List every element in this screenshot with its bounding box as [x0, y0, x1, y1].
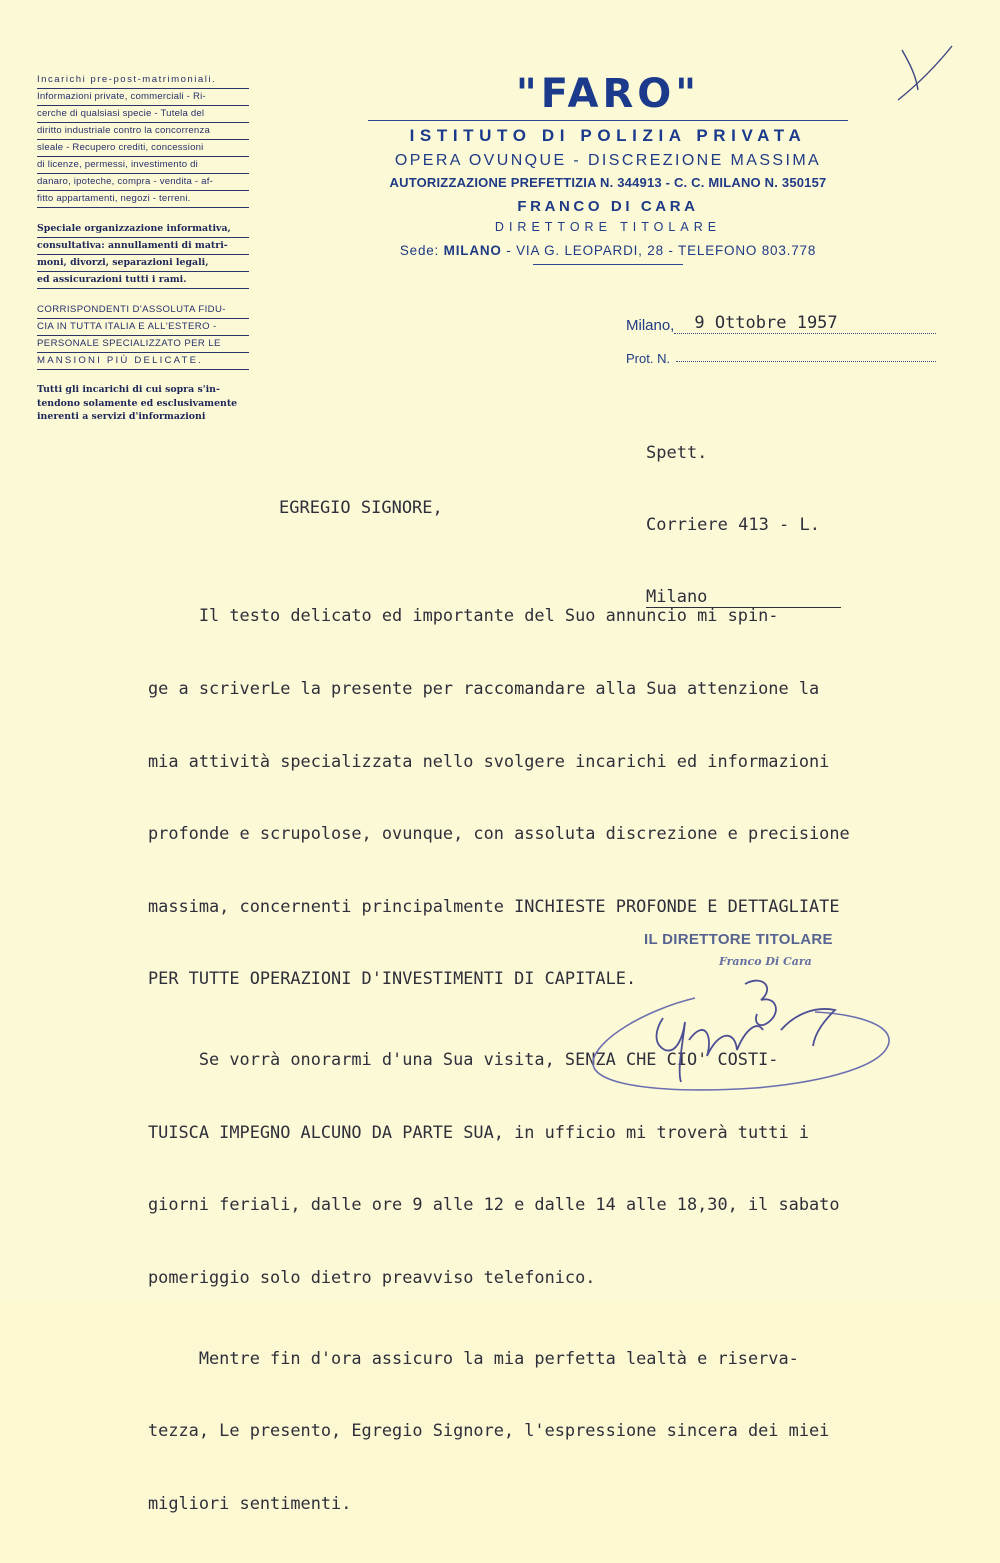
- services-line: Incarichi pre-post-matrimoniali.: [37, 72, 249, 89]
- special-line: ed assicurazioni tutti i rami.: [37, 272, 249, 289]
- special-line: Speciale organizzazione informativa,: [37, 221, 249, 238]
- owner-name: FRANCO DI CARA: [517, 198, 699, 215]
- special-organization-block: [37, 221, 249, 289]
- addressee-line: Corriere 413 - L.: [646, 515, 820, 535]
- owner-role: DIRETTORE TITOLARE: [494, 220, 722, 234]
- services-column: [37, 72, 249, 424]
- services-line: danaro, ipoteche, compra - vendita - af-: [37, 174, 249, 191]
- body-line: Mentre fin d'ora assicuro la mia perfetta lealtà e riserva-: [148, 1347, 799, 1368]
- body-line: migliori sentimenti.: [148, 1492, 352, 1513]
- services-line: Informazioni private, commerciali - Ri-: [37, 89, 249, 106]
- handwritten-signature: [585, 970, 905, 1100]
- scope-line: Tutti gli incarichi di cui sopra s'in-: [37, 384, 220, 395]
- institute-name: ISTITUTO DI POLIZIA PRIVATA: [368, 120, 848, 148]
- handwritten-x-mark: [890, 40, 960, 110]
- body-line: pomeriggio solo dietro preavviso telefonico.: [148, 1266, 596, 1287]
- signature-stamp-title: IL DIRETTORE TITOLARE: [644, 931, 833, 948]
- protocol-field: [676, 360, 936, 362]
- correspondents-line: CIA IN TUTTA ITALIA E ALL'ESTERO -: [37, 319, 249, 336]
- addressee-city: Milano: [646, 587, 841, 608]
- body-line: giorni feriali, dalle ore 9 alle 12 e dalle 14 alle 18,30, il sabato: [148, 1194, 840, 1215]
- services-line: fitto appartamenti, negozi - terreni.: [37, 191, 249, 208]
- correspondents-line: CORRISPONDENTI D'ASSOLUTA FIDU-: [37, 302, 249, 319]
- scope-line: tendono solamente ed esclusivamente: [37, 397, 238, 409]
- address-label: Sede:: [399, 243, 440, 258]
- services-line: diritto industriale contro la concorrenza: [37, 123, 249, 140]
- correspondents-line: PERSONALE SPECIALIZZATO PER LE: [37, 336, 249, 353]
- body-line: Se vorrà onorarmi d'una Sua visita, SENZA CHE CIO' COSTI-: [148, 1049, 779, 1070]
- salutation: EGREGIO SIGNORE,: [279, 498, 443, 518]
- letter-date: 9 Ottobre 1957: [674, 313, 936, 334]
- correspondents-line: MANSIONI PIÙ DELICATE.: [37, 353, 249, 370]
- scope-line: inerenti a servizi d'informazioni: [37, 411, 206, 422]
- special-line: moni, divorzi, separazioni legali,: [37, 255, 249, 272]
- correspondents-block: [37, 302, 249, 370]
- body-line: PER TUTTE OPERAZIONI D'INVESTIMENTI DI CAPITALE.: [148, 968, 637, 989]
- services-line: sleale - Recupero crediti, concessioni: [37, 140, 249, 157]
- special-line: consultativa: annullamenti di matri-: [37, 238, 249, 255]
- services-line: cerche di qualsiasi specie - Tutela del: [37, 106, 249, 123]
- protocol-label: Prot. N.: [626, 351, 671, 366]
- services-line: di licenze, permessi, investimento di: [37, 157, 249, 174]
- body-line: massima, concernenti principalmente INCHIESTE PROFONDE E DETTAGLIATE: [148, 895, 840, 916]
- tagline: OPERA OVUNQUE - DISCREZIONE MASSIMA: [394, 152, 822, 169]
- addressee-line: Spett.: [646, 443, 708, 463]
- address-city: MILANO: [443, 243, 502, 258]
- office-address: [368, 238, 848, 264]
- body-line: ge a scriverLe la presente per raccomandare alla Sua attenzione la: [148, 678, 820, 699]
- signature-stamp-name: Franco Di Cara: [719, 955, 812, 968]
- authorization-number: AUTORIZZAZIONE PREFETTIZIA N. 344913 - C. C. MILANO N. 350157: [389, 175, 827, 190]
- scope-note-block: [37, 383, 249, 424]
- body-line: mia attività specializzata nello svolgere incarichi ed informazioni: [148, 750, 830, 771]
- date-block: [626, 310, 936, 366]
- body-line: TUISCA IMPEGNO ALCUNO DA PARTE SUA, in ufficio mi troverà tutti i: [148, 1121, 809, 1142]
- letterhead: [368, 70, 848, 265]
- services-block: [37, 72, 249, 208]
- brand-logo-text: "FARO": [515, 71, 701, 117]
- body-line: tezza, Le presento, Egregio Signore, l'espressione sincera dei miei: [148, 1420, 830, 1441]
- address-details: - VIA G. LEOPARDI, 28 - TELEFONO 803.778: [506, 243, 817, 258]
- header-divider: [533, 264, 683, 265]
- body-line: profonde e scrupolose, ovunque, con assoluta discrezione e precisione: [148, 823, 850, 844]
- date-city-label: Milano,: [626, 317, 675, 334]
- body-line: Il testo delicato ed importante del Suo annuncio mi spin-: [148, 605, 779, 626]
